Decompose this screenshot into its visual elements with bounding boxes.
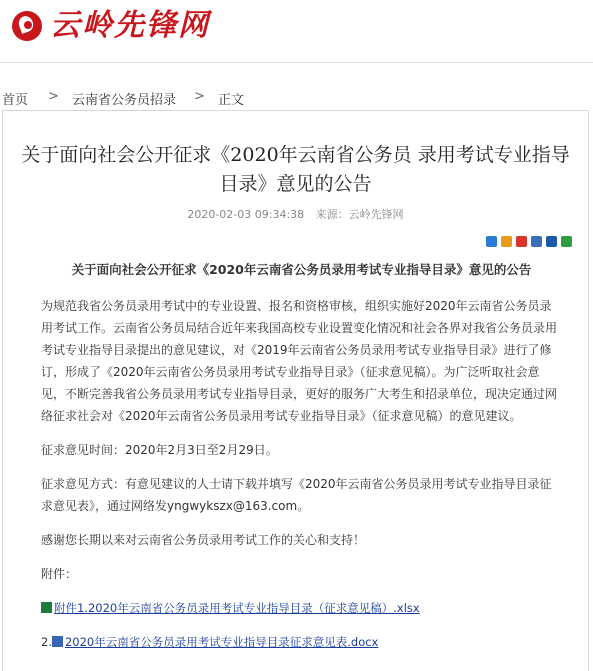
logo-text: 云岭先锋网: [50, 8, 210, 43]
attachment-link-2[interactable]: 2020年云南省公务员录用考试专业指导目录征求意见表.docx: [64, 635, 379, 649]
breadcrumb: [0, 83, 593, 109]
plus-share-icon[interactable]: [486, 236, 497, 247]
attachment-item: [41, 597, 562, 619]
site-header: [0, 0, 593, 63]
attachments-label: 附件：: [41, 567, 78, 581]
people-icon[interactable]: [546, 236, 557, 247]
article-body: [41, 259, 562, 665]
article-source: 来源：云岭先锋网: [315, 208, 404, 221]
breadcrumb-home[interactable]: 首页: [2, 93, 29, 108]
page-title: 关于面向社会公开征求《2020年云南省公务员 录用考试专业指导目录》意见的公告: [21, 144, 570, 195]
breadcrumb-separator: >: [194, 89, 205, 104]
breadcrumb-separator: >: [48, 89, 59, 104]
article-meta: [3, 206, 588, 222]
excel-file-icon: [41, 602, 52, 613]
breadcrumb-current: 正文: [218, 93, 245, 108]
article-subtitle: 关于面向社会公开征求《2020年云南省公务员录用考试专业指导目录》意见的公告: [71, 262, 532, 277]
star-icon[interactable]: [501, 236, 512, 247]
attachment-number: 2.: [41, 635, 52, 649]
pinterest-icon[interactable]: [531, 236, 542, 247]
breadcrumb-section[interactable]: 云南省公务员招录: [72, 93, 177, 108]
logo-mark-icon: [12, 11, 42, 41]
share-toolbar: [486, 236, 572, 247]
article-datetime: 2020-02-03 09:34:38: [187, 208, 305, 221]
paragraph: 征求意见方式：有意见建议的人士请下载并填写《2020年云南省公务员录用考试专业指导目录征求意见表》，通过网络发yngwykszx@163.com。: [41, 477, 552, 513]
weibo-icon[interactable]: [516, 236, 527, 247]
paragraph: 征求意见时间：2020年2月3日至2月29日。: [41, 443, 278, 457]
wechat-icon[interactable]: [561, 236, 572, 247]
attachment-item: [41, 631, 562, 653]
paragraph: 感谢您长期以来对云南省公务员录用考试工作的关心和支持！: [41, 533, 366, 547]
attachment-link-1[interactable]: 附件1.2020年云南省公务员录用考试专业指导目录（征求意见稿）.xlsx: [54, 601, 420, 615]
article-container: [2, 110, 589, 671]
paragraph: 为规范我省公务员录用考试中的专业设置、报名和资格审核，组织实施好2020年云南省公务员录用考试工作。云南省公务员局结合近年来我国高校专业设置变化情况和社会各界对我省公务员录用考试专业指导目录提出的意见建议，对《2019年云南省公务员录用考试专业指导目录》进行了修订，形成了《2020年云南省公务员录用考试专业指导目录》（征求意见稿）。为广泛听取社会意见，不断完善我省公务员录用考试专业指导目录，更好的服务广大考生和招录单位，现决定通过网络征求社会对《2020年云南省公务员录用考试专业指导目录》（征求意见稿）的意见建议。: [41, 299, 558, 423]
site-logo[interactable]: [12, 10, 210, 42]
word-file-icon: [52, 636, 63, 647]
